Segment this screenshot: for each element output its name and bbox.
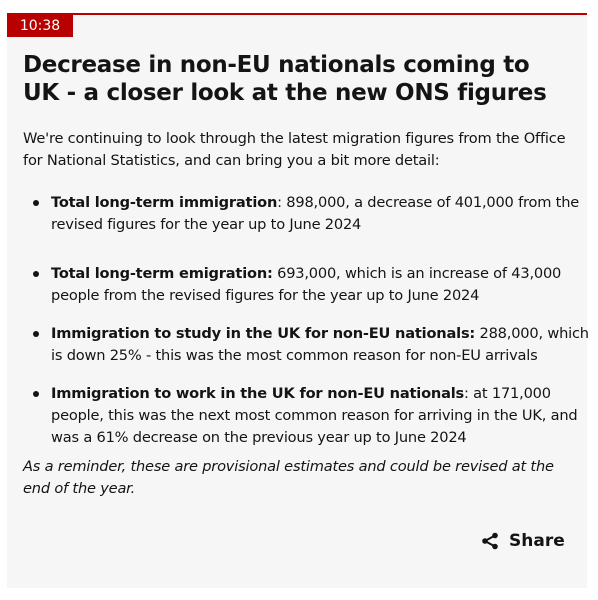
post-intro: We're continuing to look through the latest migration figures from the Office for National Statistics, and can bring you a bit more detail: (23, 130, 566, 169)
list-item (23, 383, 596, 449)
bullet-dot (33, 200, 39, 206)
post-timestamp: 10:38 (7, 15, 73, 37)
list-item (23, 323, 596, 367)
list-item-heading: Total long-term immigration (51, 194, 278, 211)
list-item (23, 263, 596, 307)
list-item (23, 192, 596, 236)
live-post-card (7, 13, 587, 588)
post-reminder: As a reminder, these are provisional estimates and could be revised at the end of the year. (23, 458, 554, 497)
bullet-dot (33, 391, 39, 397)
bullet-dot (33, 331, 39, 337)
share-icon (481, 532, 499, 550)
bullet-dot (33, 271, 39, 277)
list-item-heading: Immigration to study in the UK for non-EU nationals: (51, 325, 476, 342)
list-item-heading: Total long-term emigration: (51, 265, 273, 282)
list-item-text: : at 171,000 people, this was the next most common reason for arriving in the UK, and was a 61% decrease on the previous year up to June 2024 (51, 385, 578, 446)
list-item-text: 693,000, which is an increase of 43,000 people from the revised figures for the year up to June 2024 (51, 265, 562, 304)
list-item-text: : 898,000, a decrease of 401,000 from the revised figures for the year up to June 2024 (51, 194, 580, 233)
post-title: Decrease in non-EU nationals coming to UK - a closer look at the new ONS figures (23, 52, 547, 106)
share-label: Share (509, 531, 565, 551)
share-button[interactable] (481, 529, 565, 553)
list-item-heading: Immigration to work in the UK for non-EU nationals (51, 385, 465, 402)
list-item-text: 288,000, which is down 25% - this was the most common reason for non-EU arrivals (51, 325, 589, 364)
